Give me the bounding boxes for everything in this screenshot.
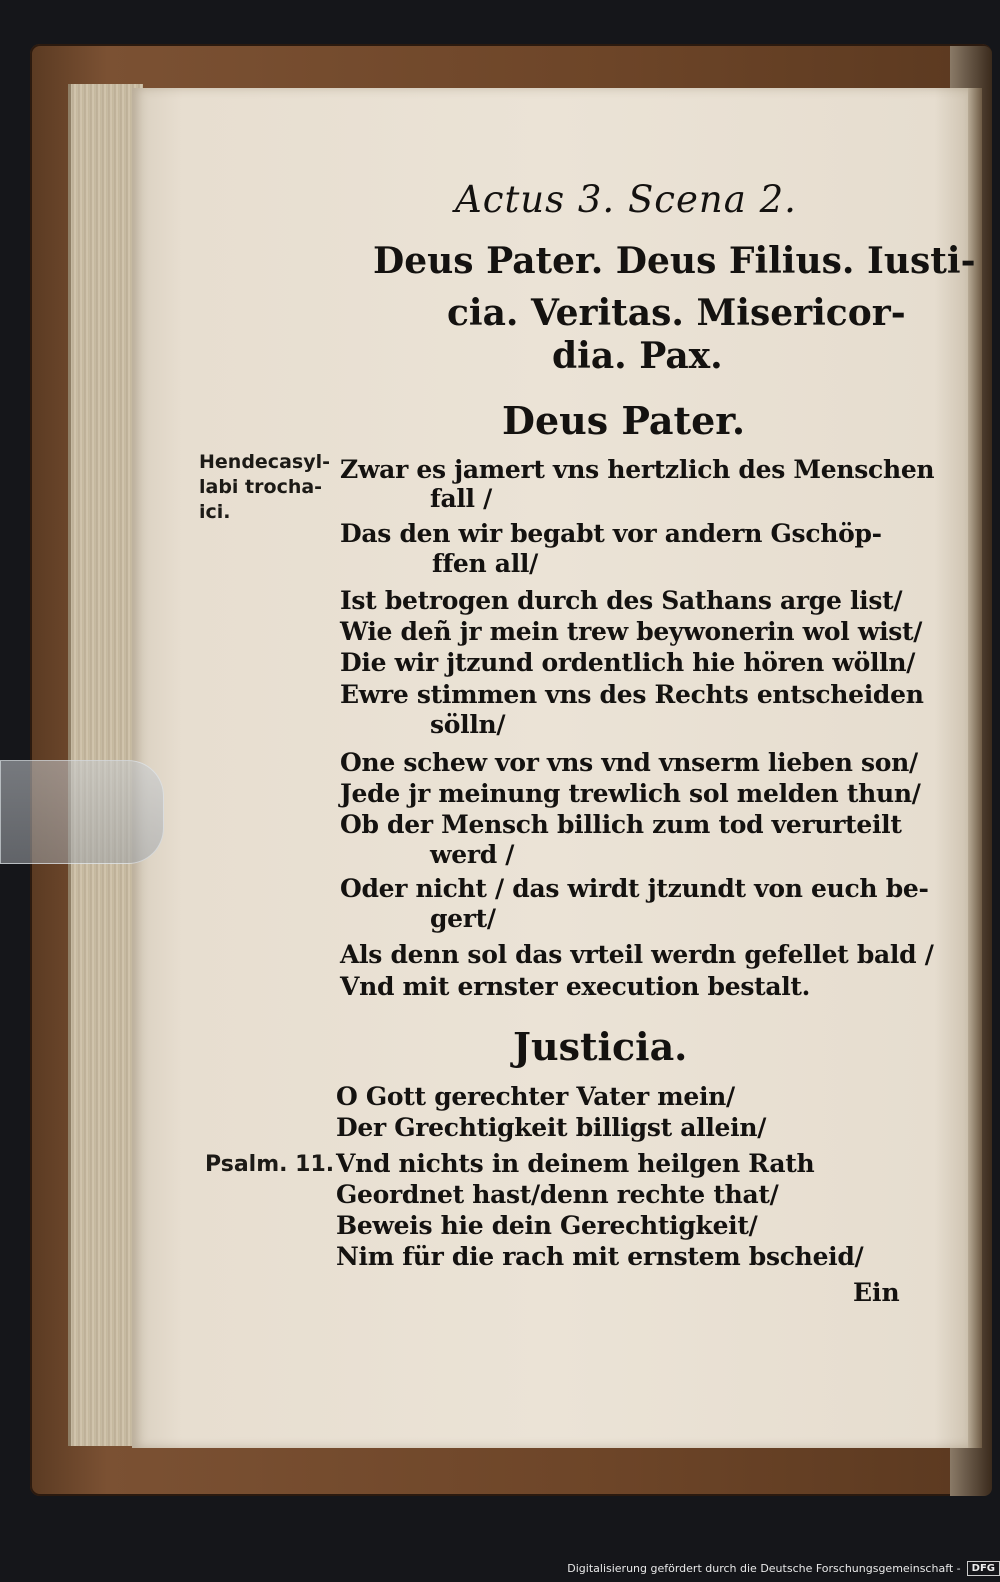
footer-credit [560,1554,1000,1582]
verse-line: Nim für die rach mit ernstem bscheid/ [336,1242,864,1271]
verse-line: Der Grechtigkeit billigst allein/ [336,1113,767,1142]
verse-line: Oder nicht / das wirdt jtzundt von euch be- [340,874,929,903]
margin-note-line-2: labi trocha- [199,476,323,498]
character-list-line-1: Deus Pater. Deus Filius. Iusti- [373,240,976,282]
verse-line: Wie deñ jr mein trew beywonerin wol wist/ [340,617,923,646]
page-clip [0,760,164,864]
page-gutter [968,88,982,1448]
margin-note-psalm: Psalm. 11. [205,1152,335,1177]
character-list-line-2: cia. Veritas. Misericor- [447,292,906,334]
verse-line: fall / [430,484,492,513]
verse-line: Ewre stimmen vns des Rechts entscheiden [340,680,924,709]
verse-line: Die wir jtzund ordentlich hie hören wölln/ [340,648,916,677]
verse-line: Das den wir begabt vor andern Gschöp- [340,519,882,548]
catchword: Ein [853,1278,900,1307]
verse-line: Als denn sol das vrteil werdn gefellet bald / [340,940,934,969]
verse-line: Ist betrogen durch des Sathans arge list/ [340,586,903,615]
verse-line: Geordnet hast/denn rechte that/ [336,1180,779,1209]
character-list-line-3: dia. Pax. [552,335,723,377]
footer-text: Digitalisierung gefördert durch die Deutsche Forschungsgemeinschaft - [567,1561,961,1575]
verse-line: Beweis hie dein Gerechtigkeit/ [336,1211,758,1240]
verse-line: ffen all/ [432,549,538,578]
speaker-justicia: Justicia. [513,1024,688,1069]
verse-line: Zwar es jamert vns hertzlich des Menschen [340,455,935,484]
verse-line: werd / [430,840,515,869]
verse-line: Jede jr meinung trewlich sol melden thun/ [340,779,921,808]
speaker-deus-pater: Deus Pater. [502,398,746,443]
verse-line: One schew vor vns vnd vnserm lieben son/ [340,748,918,777]
scene-heading: Actus 3. Scena 2. [455,178,797,221]
margin-note-line-1: Hendecasyl- [199,451,330,473]
verse-line: Vnd mit ernster execution bestalt. [340,972,811,1001]
verse-line: O Gott gerechter Vater mein/ [336,1082,735,1111]
verse-line: Vnd nichts in deinem heilgen Rath [336,1149,815,1178]
verse-line: sölln/ [430,710,506,739]
verse-line: Ob der Mensch billich zum tod verurteilt [340,810,902,839]
verse-line: gert/ [430,904,496,933]
dfg-logo: DFG [967,1561,1000,1576]
margin-note-line-3: ici. [199,501,231,523]
